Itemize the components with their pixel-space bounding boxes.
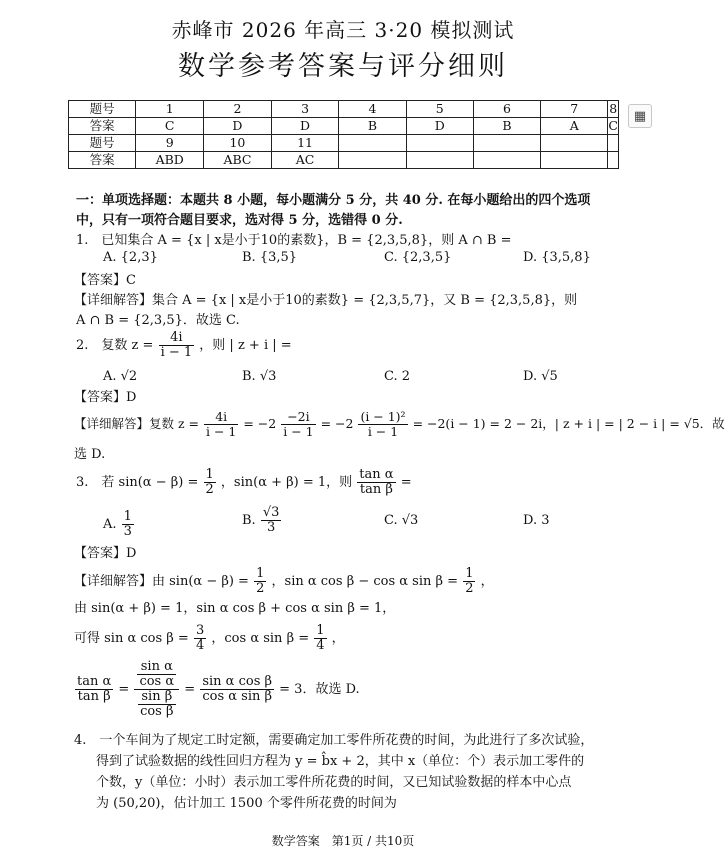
fraction-denominator: i − 1 <box>367 424 399 439</box>
fraction-denominator: i − 1 <box>206 424 237 439</box>
detail-tail: = 3．故选 D. <box>279 682 360 697</box>
table-cell: B <box>339 118 406 135</box>
fraction-numerator: 1 <box>316 623 325 638</box>
table-cell <box>473 152 540 169</box>
fraction <box>254 567 266 596</box>
table-cell: C <box>608 118 618 133</box>
option-label: A. <box>103 517 117 532</box>
table-cell: 8 <box>609 101 618 116</box>
q3-option-a <box>103 510 135 539</box>
fraction <box>281 410 315 439</box>
q2-option-c: C. 2 <box>384 369 411 384</box>
stem-text: ，sin(α + β) = 1，则 <box>220 475 353 490</box>
q1-option-b: B. {3,5} <box>242 250 298 265</box>
equals-text: = −2 <box>320 416 354 431</box>
fraction <box>357 468 395 497</box>
fraction-numerator: tan α <box>77 674 112 689</box>
table-cell: 11 <box>271 135 339 152</box>
table-cell <box>473 135 540 152</box>
q2-answer: 【答案】D <box>74 390 137 405</box>
fraction-numerator: 1 <box>256 566 265 581</box>
table-cell: 2 <box>204 101 272 118</box>
detail-text: 可得 sin α cos β = <box>74 631 189 646</box>
fraction-denominator: i − 1 <box>160 345 193 360</box>
equals-text: = −2 <box>243 416 277 431</box>
section1-intro-line1: 一：单项选择题：本题共 8 小题，每小题满分 5 分，共 40 分. 在每小题给出的四个选项 <box>76 193 591 208</box>
detail-text: 【详细解答】由 sin(α − β) = <box>74 574 249 589</box>
q3-detail-line3 <box>74 624 626 653</box>
fraction-numerator: sin α cos β <box>202 674 273 689</box>
detail-label: 【详细解答】复数 z = <box>74 416 200 431</box>
fraction-denominator: cos α <box>139 674 175 689</box>
q2-option-d: D. √5 <box>523 369 558 384</box>
fraction-denominator: 3 <box>123 524 132 539</box>
table-cell <box>541 135 608 152</box>
fraction-numerator: 4i <box>159 331 195 346</box>
q4-line1: 4. 一个车间为了规定工时定额，需要确定加工零件所花费的时间，为此进行了多次试验， <box>74 733 594 748</box>
table-cell <box>608 152 619 169</box>
q1-option-a: A. {2,3} <box>103 250 158 265</box>
q2-detail-line1 <box>74 409 725 439</box>
fraction-denominator: cos β <box>140 704 174 719</box>
table-cell: 9 <box>136 135 204 152</box>
fraction <box>138 690 175 719</box>
table-cell: AC <box>271 152 339 169</box>
fraction-numerator: (i − 1)² <box>360 409 406 424</box>
table-cell: 5 <box>406 101 473 118</box>
fraction <box>200 675 274 704</box>
fraction <box>194 624 206 653</box>
table-cell: D <box>406 118 473 135</box>
q1-detail-line1: 【详细解答】集合 A = {x | x是小于10的素数} = {2,3,5,7}，又 B = {2,3,5,8}，则 <box>74 293 578 308</box>
q3-stem <box>76 468 626 497</box>
table-row-header: 答案 <box>69 118 136 135</box>
fraction-numerator: 1 <box>205 467 214 482</box>
fraction <box>137 660 176 689</box>
detail-text: ，cos α sin β = <box>211 631 310 646</box>
fraction-denominator: cos α sin β <box>202 689 273 704</box>
table-cell: 6 <box>473 101 540 118</box>
fraction <box>314 624 326 653</box>
q1-option-c: C. {2,3,5} <box>384 250 452 265</box>
table-cell: D <box>271 118 339 135</box>
fraction-numerator: √3 <box>262 505 280 520</box>
table-cell: B <box>473 118 540 135</box>
q3-answer: 【答案】D <box>74 546 137 561</box>
fraction-denominator: 4 <box>316 638 325 653</box>
table-row-header: 题号 <box>69 135 136 152</box>
fraction-denominator <box>134 690 179 719</box>
table-cell: 4 <box>339 101 406 118</box>
q3-option-b <box>242 506 282 535</box>
table-cell: A <box>541 118 608 135</box>
q2-stem-suffix: ，则 | z + i | = <box>199 338 292 353</box>
fraction-denominator: 2 <box>256 581 265 596</box>
table-cell: D <box>204 118 272 135</box>
fraction <box>204 468 216 497</box>
fraction-denominator: tan β <box>77 689 111 704</box>
q1-option-d: D. {3,5,8} <box>523 250 591 265</box>
q2-detail-line2: 选 D. <box>74 447 106 462</box>
fraction <box>358 410 407 439</box>
fraction-numerator <box>134 660 179 690</box>
table-cell: C <box>136 118 204 135</box>
detail-text: ， <box>480 574 494 589</box>
fraction-denominator: 3 <box>266 520 276 535</box>
fraction-numerator: 1 <box>123 509 132 524</box>
fraction-numerator: sin α <box>137 660 176 675</box>
fraction-numerator: sin β <box>138 690 175 705</box>
compound-fraction <box>134 660 179 719</box>
fraction-numerator: 4i <box>204 410 238 425</box>
q1-detail-line2: A ∩ B = {2,3,5}．故选 C. <box>76 313 240 328</box>
grid-icon[interactable]: ▦ <box>628 104 652 128</box>
q1-answer: 【答案】C <box>74 273 136 288</box>
fraction-denominator: i − 1 <box>283 424 314 439</box>
document-title: 数学参考答案与评分细则 <box>178 51 508 82</box>
q3-detail-line2: 由 sin(α + β) = 1，sin α cos β + cos α sin β = 1， <box>74 601 396 616</box>
fraction-numerator: −2i <box>281 410 315 425</box>
fraction-numerator: 3 <box>195 623 205 638</box>
table-cell <box>541 152 608 169</box>
q4-line3: 个数，y（单位：小时）表示加工零件所花费的时间，又已知试验数据的样本中心点 <box>96 775 572 790</box>
equals-sign: = <box>184 682 196 697</box>
fraction-denominator: 2 <box>205 482 214 497</box>
page-footer: 数学答案 第1页 / 共10页 <box>271 834 415 848</box>
table-cell: ABC <box>204 152 272 169</box>
fraction-numerator: tan α <box>359 467 394 482</box>
option-label: B. <box>242 513 256 528</box>
q3-option-c: C. √3 <box>384 513 419 528</box>
stem-text: = <box>400 475 412 490</box>
fraction <box>463 567 475 596</box>
table-cell: 7 <box>541 101 608 118</box>
table-row-header: 答案 <box>69 152 136 169</box>
q2-stem-prefix: 2. 复数 z = <box>76 338 154 353</box>
q2-stem-fraction <box>159 331 195 360</box>
table-cell <box>339 152 406 169</box>
fraction-denominator: 4 <box>195 638 205 653</box>
q1-stem: 1. 已知集合 A = {x | x是小于10的素数}，B = {2,3,5,8}，则 A ∩ B = <box>76 233 512 248</box>
table-cell: 3 <box>271 101 339 118</box>
table-row <box>69 118 619 135</box>
table-cell <box>406 135 473 152</box>
fraction <box>75 675 113 704</box>
fraction <box>122 510 134 539</box>
q4-line4: 为 (50,20)，估计加工 1500 个零件所花费的时间为 <box>96 796 397 811</box>
section1-intro-line2: 中，只有一项符合题目要求，选对得 5 分，选错得 0 分. <box>76 213 403 228</box>
stem-text: 3. 若 sin(α − β) = <box>76 475 199 490</box>
table-cell: 10 <box>204 135 272 152</box>
q2-option-b: B. √3 <box>242 369 277 384</box>
q2-option-a: A. √2 <box>103 369 138 384</box>
equals-sign: = <box>118 682 130 697</box>
table-cell <box>339 135 406 152</box>
table-cell: ABD <box>136 152 204 169</box>
table-row-header: 题号 <box>69 101 136 118</box>
exam-title: 赤峰市 2026 年高三 3·20 模拟测试 <box>171 18 515 42</box>
q2-stem <box>76 331 626 360</box>
answer-table <box>68 100 619 169</box>
detail-text: ，sin α cos β − cos α sin β = <box>271 574 459 589</box>
table-row <box>69 135 619 152</box>
fraction-denominator: tan β <box>359 482 393 497</box>
fraction <box>261 506 282 535</box>
detail-tail: = −2(i − 1) = 2 − 2i，| z + i | = | 2 − i | = √5．故 <box>412 416 725 431</box>
table-row <box>69 152 619 169</box>
fraction-denominator: 2 <box>465 581 474 596</box>
fraction <box>204 410 238 439</box>
q4-line2: 得到了试验数据的线性回归方程为 y = b̂x + 2，其中 x（单位：个）表示加工零件的 <box>96 754 585 769</box>
table-cell: 1 <box>136 101 204 118</box>
table-cell <box>406 152 473 169</box>
fraction-numerator: 1 <box>465 566 474 581</box>
table-row <box>69 101 619 118</box>
q3-option-d: D. 3 <box>523 513 550 528</box>
table-cell <box>608 135 619 152</box>
q3-detail-line1 <box>74 567 626 596</box>
detail-text: ， <box>331 631 345 646</box>
q3-detail-line4 <box>74 660 626 719</box>
